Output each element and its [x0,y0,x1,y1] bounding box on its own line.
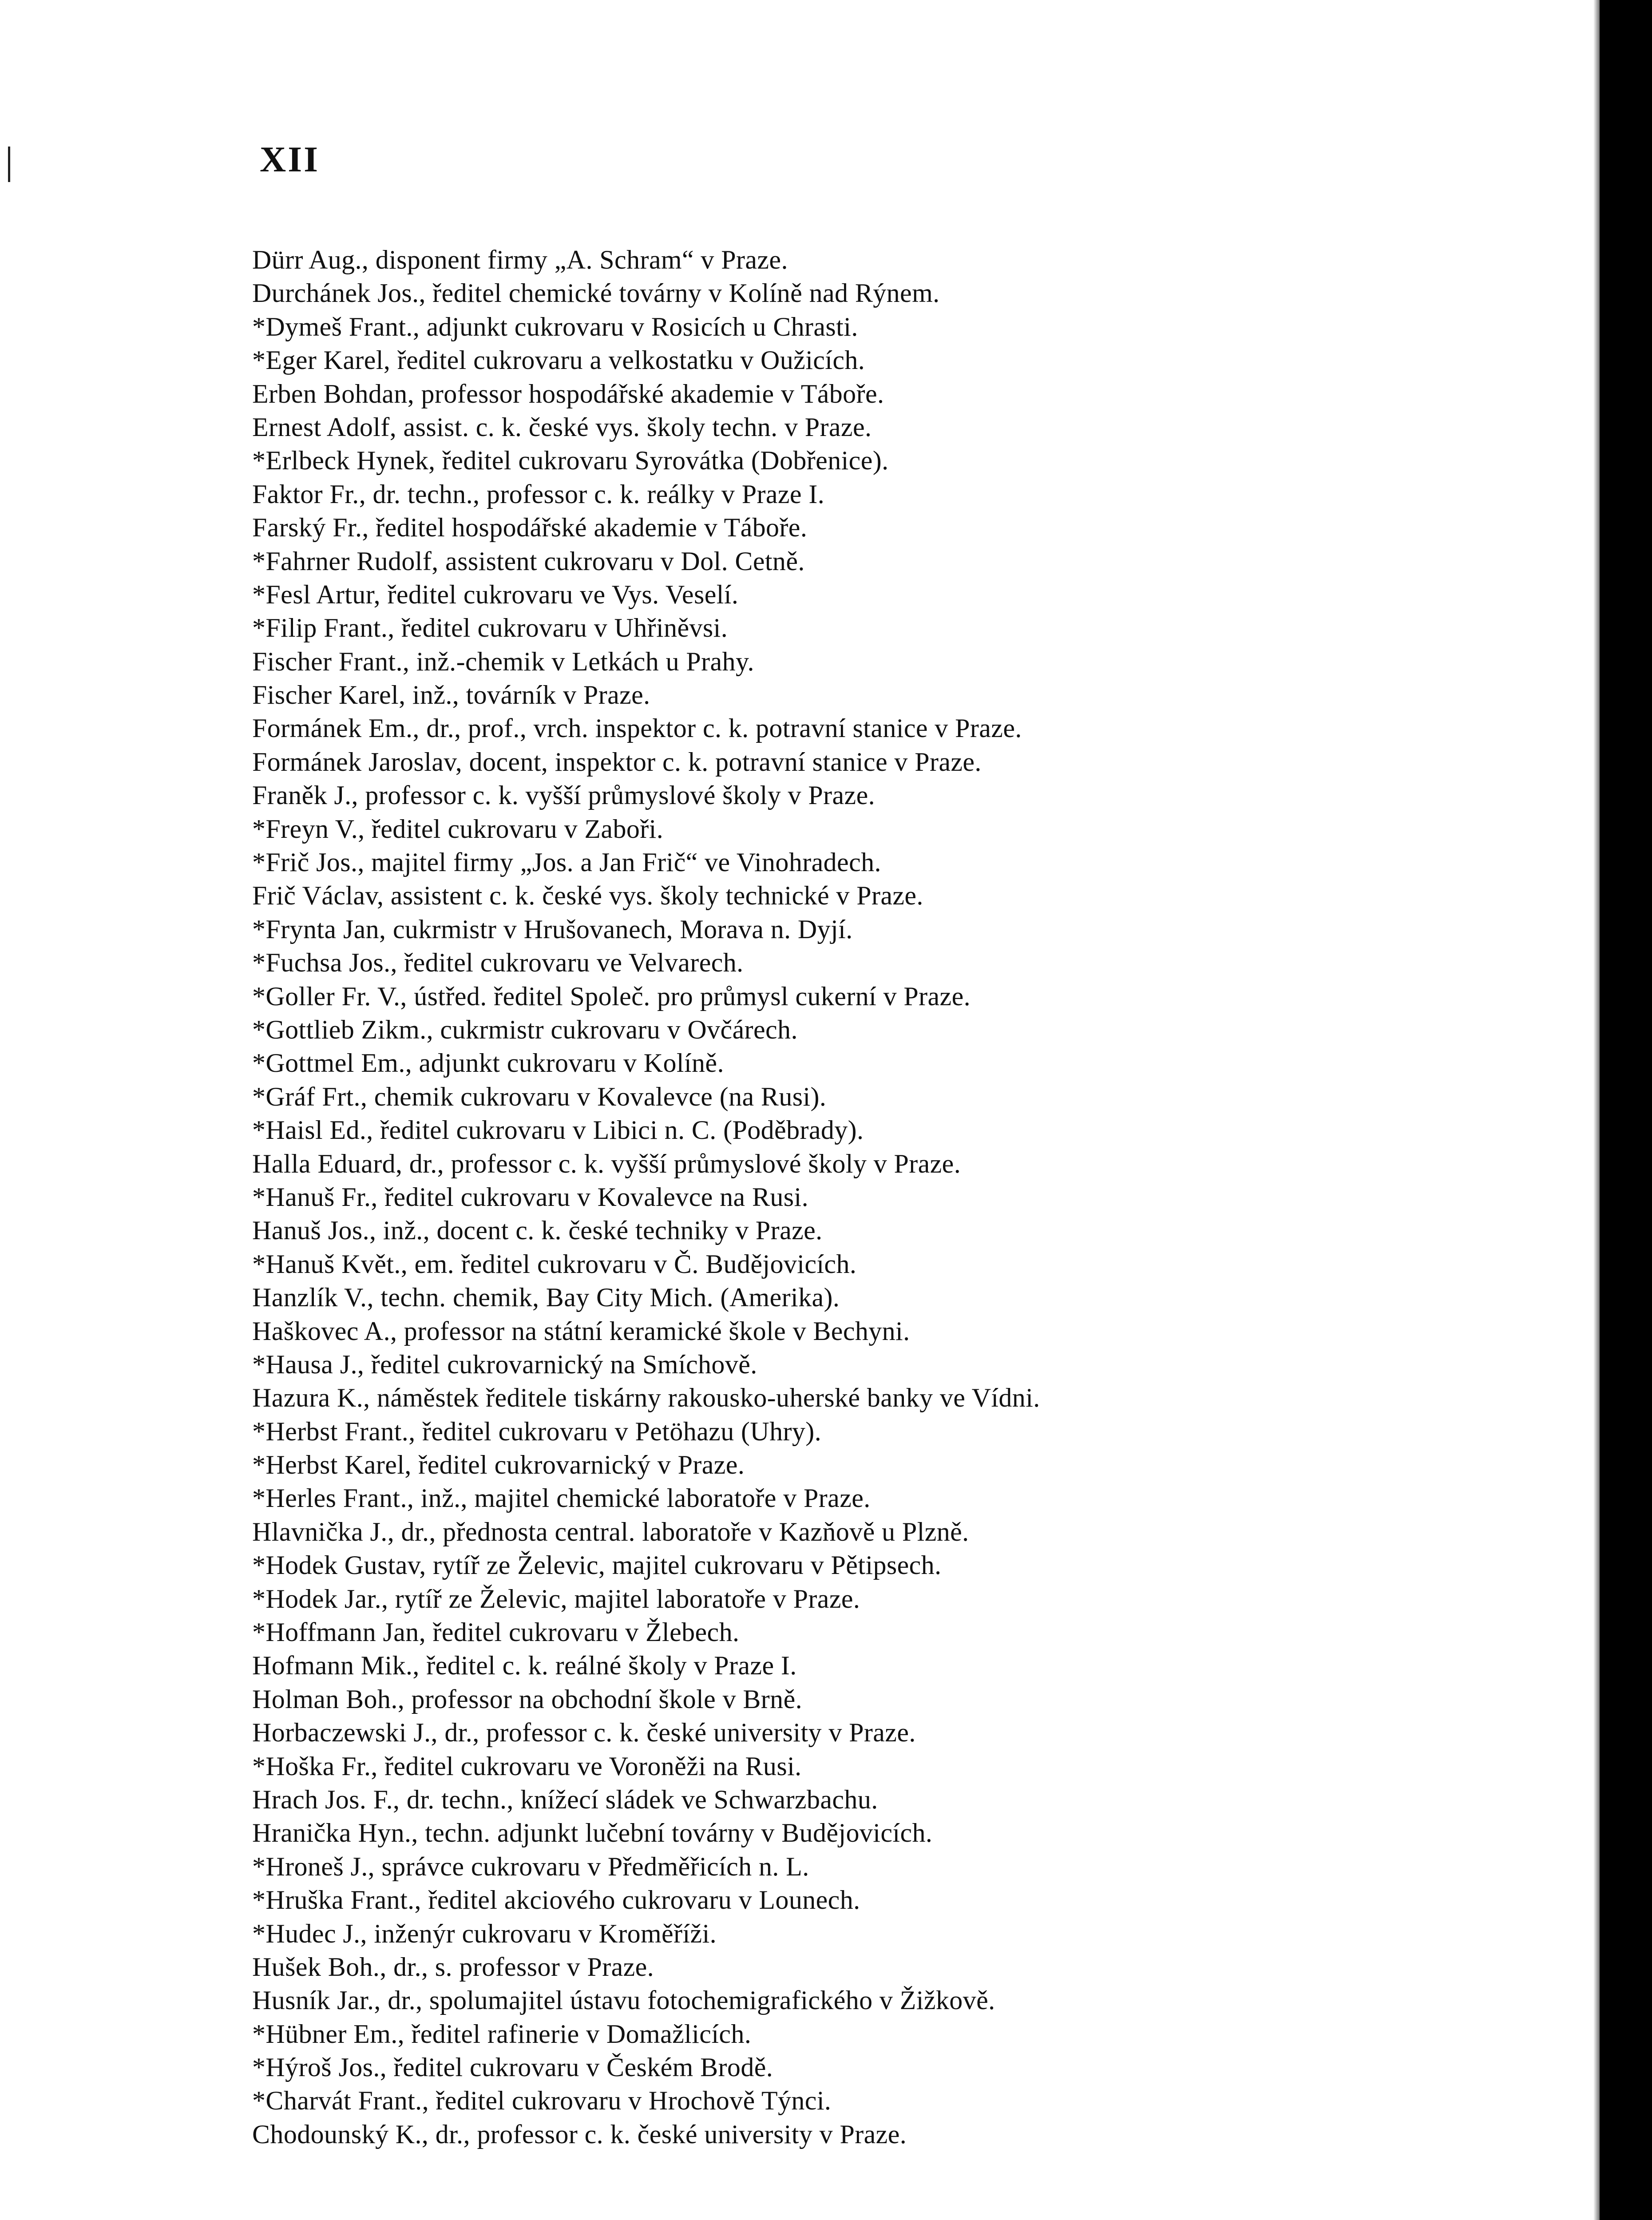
list-item: Formánek Em., dr., prof., vrch. inspektor c. k. potravní stanice v Praze. [252,714,1022,743]
list-item: *Frič Jos., majitel firmy „Jos. a Jan Frič“ ve Vinohradech. [252,848,881,877]
list-item: *Fahrner Rudolf, assistent cukrovaru v Dol. Cetně. [252,546,805,576]
list-item: *Gráf Frt., chemik cukrovaru v Kovalevce (na Rusi). [252,1082,827,1111]
list-item: *Fuchsa Jos., ředitel cukrovaru ve Velvarech. [252,948,744,978]
list-item: *Haisl Ed., ředitel cukrovaru v Libici n. C. (Poděbrady). [252,1115,864,1145]
list-item: *Goller Fr. V., ústřed. ředitel Společ. pro průmysl cukerní v Praze. [252,981,971,1011]
list-item: *Herbst Karel, ředitel cukrovarnický v Praze. [252,1450,745,1480]
list-item: Franěk J., professor c. k. vyšší průmyslové školy v Praze. [252,781,875,810]
list-item: Halla Eduard, dr., professor c. k. vyšší průmyslové školy v Praze. [252,1149,961,1178]
list-item: *Gottlieb Zikm., cukrmistr cukrovaru v Ovčárech. [252,1015,798,1044]
list-item: *Frynta Jan, cukrmistr v Hrušovanech, Morava n. Dyjí. [252,914,853,944]
list-item: *Fesl Artur, ředitel cukrovaru ve Vys. Veselí. [252,579,739,609]
list-item: *Hruška Frant., ředitel akciového cukrovaru v Lounech. [252,1885,860,1915]
list-item: Durchánek Jos., ředitel chemické továrny v Kolíně nad Rýnem. [252,278,940,308]
list-item: Hanzlík V., techn. chemik, Bay City Mich. (Amerika). [252,1283,840,1312]
list-item: Husník Jar., dr., spolumajitel ústavu fotochemigrafického v Žižkově. [252,1986,995,2015]
list-item: Hranička Hyn., techn. adjunkt lučební továrny v Budějovicích. [252,1818,933,1848]
list-item: *Freyn V., ředitel cukrovaru v Zaboři. [252,814,664,844]
list-item: Fischer Frant., inž.-chemik v Letkách u Prahy. [252,646,754,676]
list-item: *Dymeš Frant., adjunkt cukrovaru v Rosicích u Chrasti. [252,312,858,341]
list-item: Hrach Jos. F., dr. techn., knížecí sládek ve Schwarzbachu. [252,1784,878,1814]
page-number: XII [260,139,320,179]
list-item: *Hoffmann Jan, ředitel cukrovaru v Žlebech. [252,1617,740,1647]
list-item: Erben Bohdan, professor hospodářské akademie v Táboře. [252,379,884,408]
list-item: Hazura K., náměstek ředitele tiskárny rakousko-uherské banky ve Vídni. [252,1383,1040,1413]
list-item: *Eger Karel, ředitel cukrovaru a velkostatku v Oužicích. [252,345,865,375]
list-item: *Hýroš Jos., ředitel cukrovaru v Českém Brodě. [252,2053,773,2082]
list-item: Holman Boh., professor na obchodní škole v Brně. [252,1684,803,1714]
list-item: *Hoška Fr., ředitel cukrovaru ve Voroněži na Rusi. [252,1751,802,1781]
list-item: *Hanuš Fr., ředitel cukrovaru v Kovalevce na Rusi. [252,1182,809,1212]
list-item: Horbaczewski J., dr., professor c. k. české university v Praze. [252,1718,916,1748]
list-item: Hanuš Jos., inž., docent c. k. české techniky v Praze. [252,1216,823,1245]
list-item: *Charvát Frant., ředitel cukrovaru v Hrochově Týnci. [252,2086,832,2116]
member-list [252,243,1344,2151]
list-item: Faktor Fr., dr. techn., professor c. k. reálky v Praze I. [252,479,825,509]
list-item: Farský Fr., ředitel hospodářské akademie v Táboře. [252,513,808,543]
list-item: Frič Václav, assistent c. k. české vys. školy technické v Praze. [252,881,923,911]
list-item: Hušek Boh., dr., s. professor v Praze. [252,1952,654,1982]
list-item: *Hanuš Květ., em. ředitel cukrovaru v Č. Budějovicích. [252,1249,857,1279]
list-item: *Hudec J., inženýr cukrovaru v Kroměříži. [252,1919,717,1948]
list-item: *Gottmel Em., adjunkt cukrovaru v Kolíně. [252,1048,724,1078]
list-item: Fischer Karel, inž., továrník v Praze. [252,680,650,710]
list-item: *Filip Frant., ředitel cukrovaru v Uhřiněvsi. [252,613,728,643]
list-item: *Herles Frant., inž., majitel chemické laboratoře v Praze. [252,1483,871,1513]
list-item: Haškovec A., professor na státní keramické škole v Bechyni. [252,1316,910,1346]
list-item: Hofmann Mik., ředitel c. k. reálné školy v Praze I. [252,1651,797,1681]
list-item: Formánek Jaroslav, docent, inspektor c. k. potravní stanice v Praze. [252,747,982,777]
list-item: *Hodek Jar., rytíř ze Želevic, majitel laboratoře v Praze. [252,1584,860,1613]
list-item: *Hübner Em., ředitel rafinerie v Domažlicích. [252,2019,752,2049]
list-item: *Hausa J., ředitel cukrovarnický na Smíchově. [252,1349,757,1379]
list-item: Dürr Aug., disponent firmy „A. Schram“ v Praze. [252,245,788,274]
list-item: *Herbst Frant., ředitel cukrovaru v Petöhazu (Uhry). [252,1416,822,1446]
list-item: Chodounský K., dr., professor c. k. české university v Praze. [252,2119,907,2149]
list-item: Ernest Adolf, assist. c. k. české vys. školy techn. v Praze. [252,412,872,442]
scan-page-edge [1600,0,1652,2220]
list-item: *Erlbeck Hynek, ředitel cukrovaru Syrovátka (Dobřenice). [252,446,889,476]
list-item: *Hroneš J., správce cukrovaru v Předměřicích n. L. [252,1851,809,1881]
margin-mark [8,147,10,182]
list-item: Hlavnička J., dr., přednosta central. laboratoře v Kazňově u Plzně. [252,1517,969,1546]
list-item: *Hodek Gustav, rytíř ze Želevic, majitel cukrovaru v Pětipsech. [252,1550,942,1580]
